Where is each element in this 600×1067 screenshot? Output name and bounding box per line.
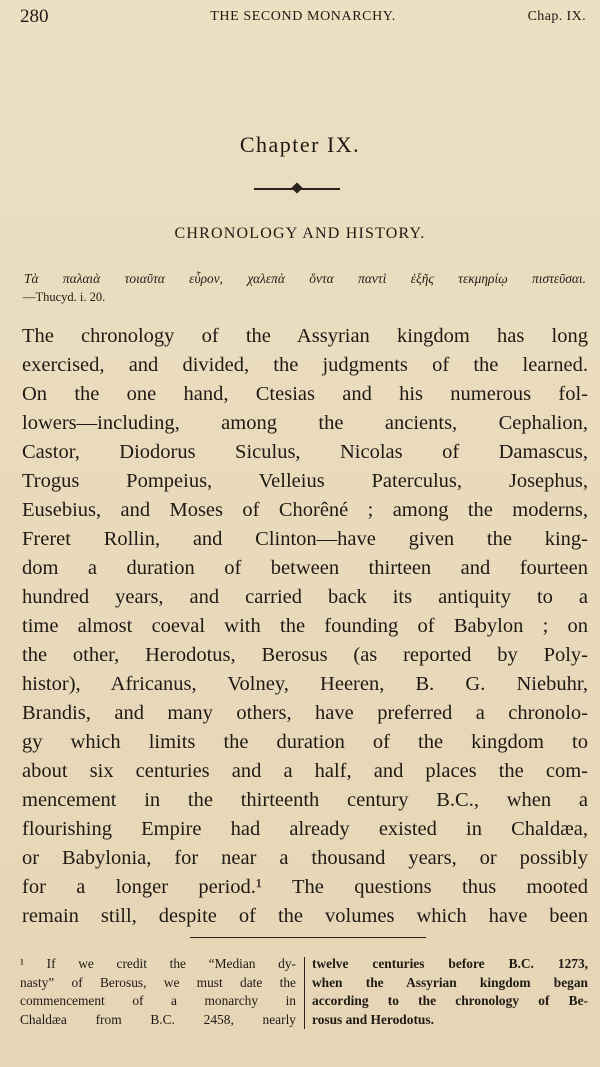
body-line: exercised, and divided, the judgments of the learned. (22, 354, 588, 376)
body-line: for a longer period.¹ The questions thus mooted (22, 876, 588, 898)
body-line: gy which limits the duration of the kingdom to (22, 731, 588, 753)
body-line: mencement in the thirteenth century B.C., when a (22, 789, 588, 811)
ornament-divider (254, 188, 340, 190)
page-number: 280 (20, 6, 49, 27)
footnotes (20, 955, 588, 1033)
body-line: Trogus Pompeius, Velleius Paterculus, Josephus, (22, 470, 588, 492)
running-title: THE SECOND MONARCHY. (210, 9, 396, 24)
body-line: remain still, despite of the volumes which have been (22, 905, 588, 927)
running-head (20, 6, 586, 32)
footnote-line: Chaldæa from B.C. 2458, nearly (20, 1011, 296, 1027)
body-line: time almost coeval with the founding of Babylon ; on (22, 615, 588, 637)
body-line: The chronology of the Assyrian kingdom has long (22, 325, 588, 347)
epigraph-source: —Thucyd. i. 20. (23, 290, 106, 304)
body-line: flourishing Empire had already existed in Chaldæa, (22, 818, 588, 840)
body-line: lowers—including, among the ancients, Cephalion, (22, 412, 588, 434)
body-line: hundred years, and carried back its antiquity to a (22, 586, 588, 608)
body-line: Castor, Diodorus Siculus, Nicolas of Damascus, (22, 441, 588, 463)
footnote-line: twelve centuries before B.C. 1273, (312, 956, 588, 971)
footnote-column-divider (304, 957, 305, 1029)
footnote-right-column (312, 955, 588, 1029)
footnote-rule (190, 937, 426, 938)
footnote-line: nasty” of Berosus, we must date the (20, 974, 296, 990)
body-line: the other, Herodotus, Berosus (as reported by Poly- (22, 644, 588, 666)
footnote-line: commencement of a monarchy in (20, 993, 296, 1008)
chapter-heading: Chapter IX. (239, 132, 361, 157)
epigraph-text: Τὰ παλαιὰ τοιαῦτα εὗρον, χαλεπὰ ὄντα παντὶ ἑξῆς τεκμηρίῳ πιστεῦσαι. (24, 271, 586, 286)
body-line: about six centuries and a half, and places the com- (22, 760, 588, 782)
footnote-line: according to the chronology of Be- (312, 993, 588, 1008)
section-heading: CHRONOLOGY AND HISTORY. (174, 225, 426, 242)
footnote-line: rosus and Herodotus. (312, 1011, 434, 1027)
footnote-left-column (20, 955, 296, 1029)
body-line: histor), Africanus, Volney, Heeren, B. G. Niebuhr, (22, 673, 588, 695)
footnote-line: when the Assyrian kingdom began (312, 974, 588, 990)
body-line: On the one hand, Ctesias and his numerous fol- (22, 383, 588, 405)
body-line: Freret Rollin, and Clinton—have given the king- (22, 528, 588, 550)
body-line: Eusebius, and Moses of Chorêné ; among the moderns, (22, 499, 588, 521)
body-line: Brandis, and many others, have preferred a chronolo- (22, 702, 588, 724)
running-chapter: Chap. IX. (527, 9, 586, 24)
body-text (22, 322, 588, 931)
body-line: or Babylonia, for near a thousand years, or possibly (22, 847, 588, 869)
footnote-line: ¹ If we credit the “Median dy- (20, 956, 296, 971)
body-line: dom a duration of between thirteen and fourteen (22, 557, 588, 579)
